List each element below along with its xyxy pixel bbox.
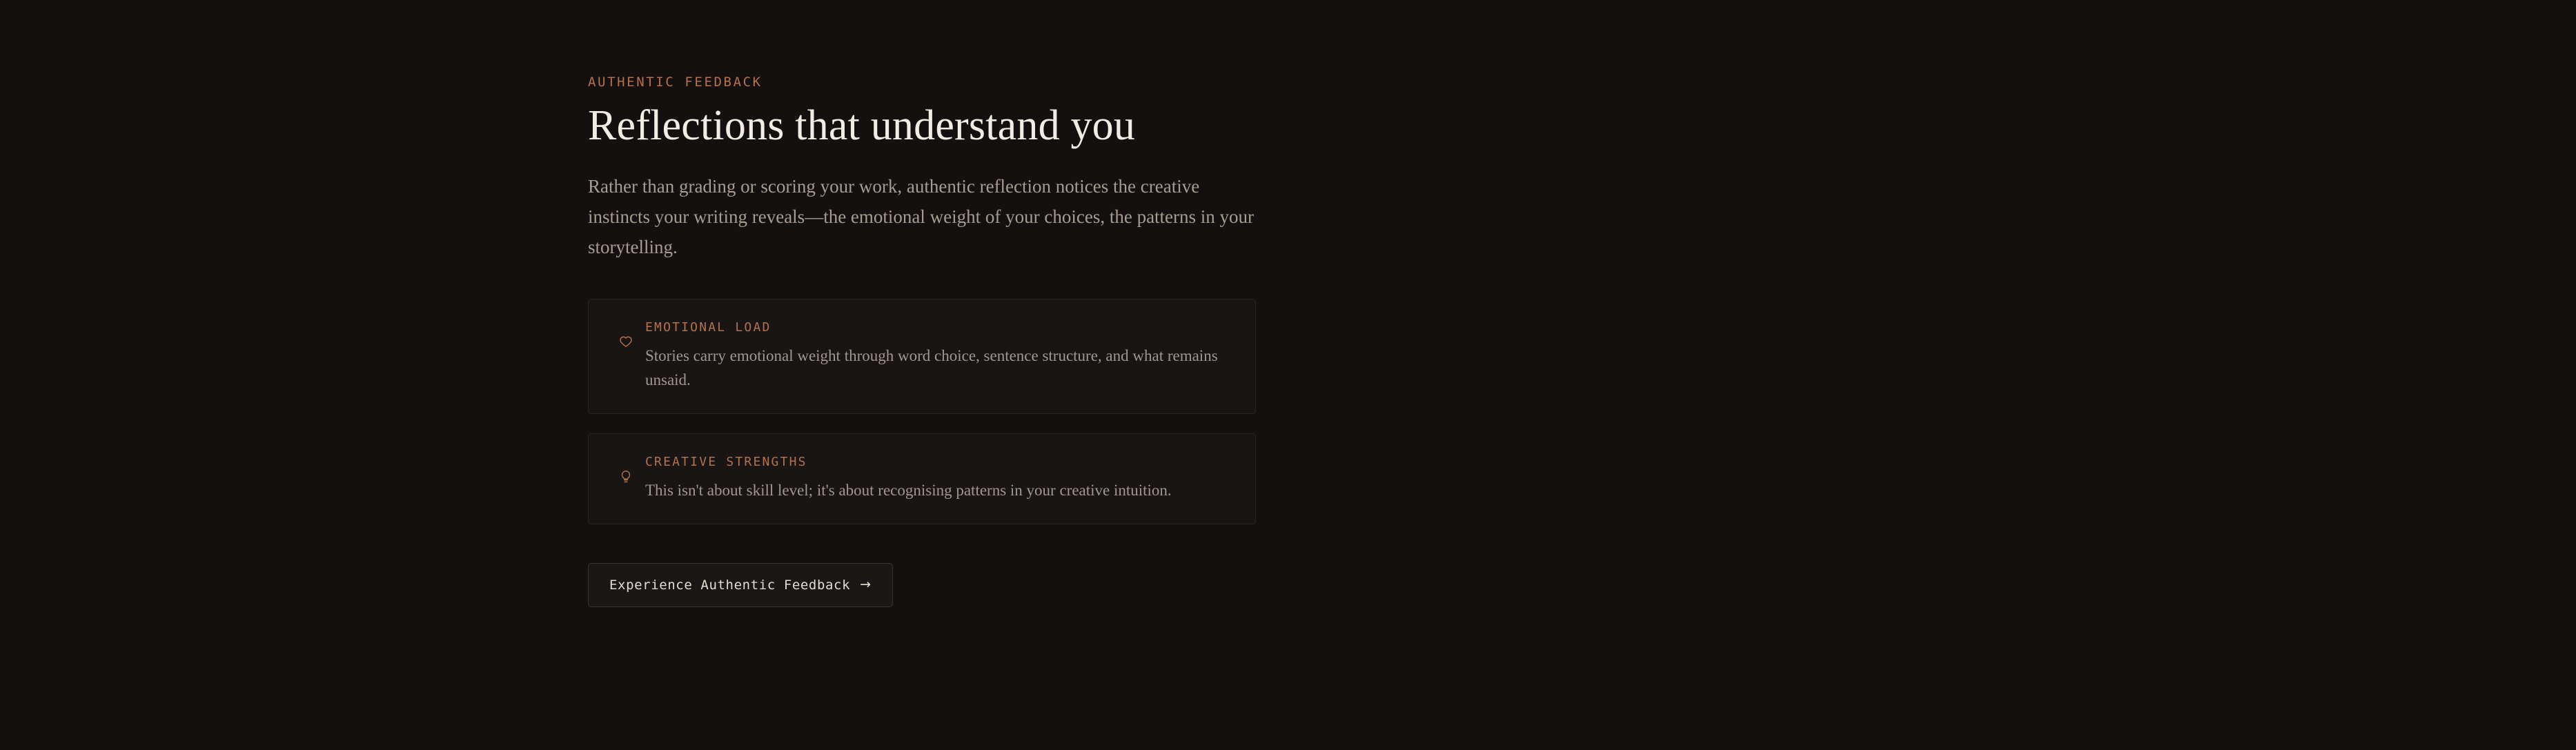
lightbulb-icon: [618, 468, 634, 485]
heart-icon: [618, 334, 634, 351]
feature-card-title: CREATIVE STRENGTHS: [645, 454, 807, 469]
feature-card-title: EMOTIONAL LOAD: [645, 319, 771, 335]
cta-label: Experience Authentic Feedback: [609, 577, 851, 593]
feature-card-body: This isn't about skill level; it's about recognising patterns in your creative intuition.: [645, 481, 1172, 499]
feature-card-creative-strengths: [588, 433, 1256, 524]
section-description: Rather than grading or scoring your work, authentic reflection notices the creative instincts your writing reveals—the emotional weight of your choices, the patterns in your storytelling.: [588, 176, 1255, 257]
feature-card-emotional-load: [588, 299, 1256, 414]
page-title: Reflections that understand you: [588, 102, 1136, 149]
arrow-right-icon: →: [860, 577, 872, 592]
feature-card-body: Stories carry emotional weight through word choice, sentence structure, and what remains unsaid.: [645, 346, 1218, 388]
feedback-section: [588, 75, 1278, 607]
experience-authentic-feedback-button[interactable]: [588, 563, 893, 607]
section-eyebrow: AUTHENTIC FEEDBACK: [588, 75, 763, 90]
